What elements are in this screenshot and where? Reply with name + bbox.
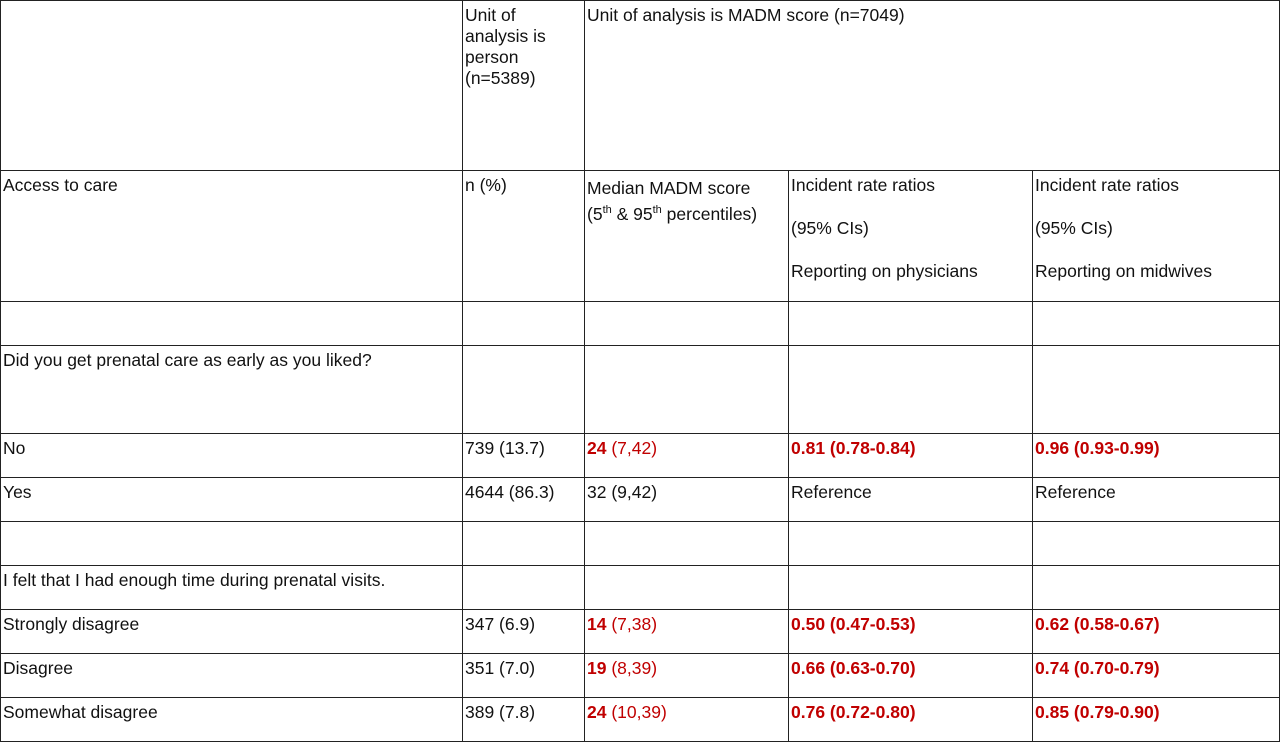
row-label: Strongly disagree bbox=[1, 610, 463, 654]
row-irr-physicians: Reference bbox=[789, 478, 1033, 522]
row-irr-midwives: 0.85 (0.79-0.90) bbox=[1033, 698, 1280, 742]
header-row-units bbox=[1, 1, 1280, 171]
row-median: 24 (7,42) bbox=[585, 434, 789, 478]
row-n: 351 (7.0) bbox=[463, 654, 585, 698]
row-n: 739 (13.7) bbox=[463, 434, 585, 478]
row-n: 347 (6.9) bbox=[463, 610, 585, 654]
spacer-row bbox=[1, 302, 1280, 346]
median-header-line2: (5th & 95th percentiles) bbox=[587, 204, 758, 224]
row-irr-midwives: 0.62 (0.58-0.67) bbox=[1033, 610, 1280, 654]
row-label: Yes bbox=[1, 478, 463, 522]
header-empty-cell bbox=[1, 1, 463, 171]
row-median: 19 (8,39) bbox=[585, 654, 789, 698]
row-median: 32 (9,42) bbox=[585, 478, 789, 522]
row-irr-physicians: 0.81 (0.78-0.84) bbox=[789, 434, 1033, 478]
question-text: Did you get prenatal care as early as you liked? bbox=[1, 346, 463, 434]
table-row bbox=[1, 610, 1280, 654]
median-header-line1: Median MADM score bbox=[587, 178, 751, 198]
row-label: No bbox=[1, 434, 463, 478]
question-row bbox=[1, 346, 1280, 434]
unit-person-header: Unit of analysis is person (n=5389) bbox=[463, 1, 585, 171]
row-label: Disagree bbox=[1, 654, 463, 698]
median-madm-header bbox=[585, 171, 789, 302]
table-row bbox=[1, 654, 1280, 698]
row-irr-physicians: 0.50 (0.47-0.53) bbox=[789, 610, 1033, 654]
table-row bbox=[1, 434, 1280, 478]
table-row bbox=[1, 478, 1280, 522]
table-row bbox=[1, 698, 1280, 742]
row-n: 389 (7.8) bbox=[463, 698, 585, 742]
row-median: 24 (10,39) bbox=[585, 698, 789, 742]
row-irr-midwives: 0.74 (0.70-0.79) bbox=[1033, 654, 1280, 698]
question-text: I felt that I had enough time during prenatal visits. bbox=[1, 566, 463, 610]
row-irr-physicians: 0.66 (0.63-0.70) bbox=[789, 654, 1033, 698]
row-label: Somewhat disagree bbox=[1, 698, 463, 742]
row-median: 14 (7,38) bbox=[585, 610, 789, 654]
unit-madm-header: Unit of analysis is MADM score (n=7049) bbox=[585, 1, 1280, 171]
row-irr-midwives: Reference bbox=[1033, 478, 1280, 522]
spacer-row bbox=[1, 522, 1280, 566]
irr-midwives-header: Incident rate ratios (95% CIs) Reporting on midwives bbox=[1033, 171, 1280, 302]
row-n: 4644 (86.3) bbox=[463, 478, 585, 522]
n-pct-header: n (%) bbox=[463, 171, 585, 302]
row-irr-physicians: 0.76 (0.72-0.80) bbox=[789, 698, 1033, 742]
header-row-columns bbox=[1, 171, 1280, 302]
access-to-care-header: Access to care bbox=[1, 171, 463, 302]
irr-physicians-header: Incident rate ratios (95% CIs) Reporting on physicians bbox=[789, 171, 1033, 302]
question-row bbox=[1, 566, 1280, 610]
row-irr-midwives: 0.96 (0.93-0.99) bbox=[1033, 434, 1280, 478]
